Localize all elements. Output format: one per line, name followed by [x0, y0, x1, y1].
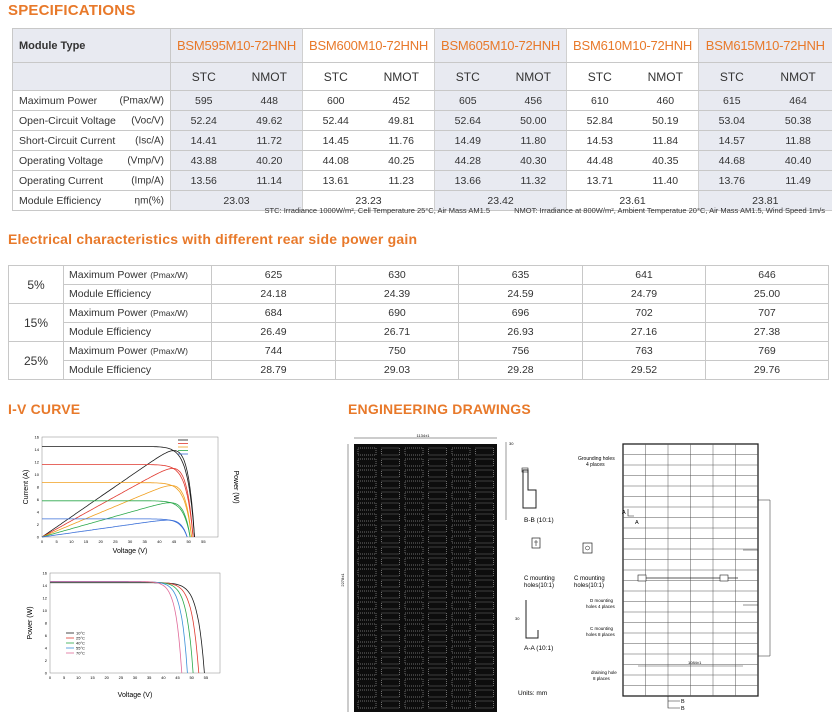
spec-value: 14.57 [699, 131, 765, 151]
rear-gain-row [9, 361, 829, 380]
spec-row [13, 151, 832, 171]
front-cell-grid [623, 444, 758, 696]
spec-value: 50.38 [765, 111, 832, 131]
spec-value: 11.40 [633, 171, 699, 191]
spec-value: 11.49 [765, 171, 832, 191]
spec-row-unit: (Imp/A) [131, 175, 164, 186]
d-mounting-holes-label: D mounting holes 4 places [586, 598, 615, 609]
specifications-note [0, 206, 825, 215]
chart1-x-tick: 50 [186, 539, 191, 544]
spec-value: 615 [699, 91, 765, 111]
temp-series-line [50, 582, 199, 673]
max-power-label-cell [64, 304, 212, 323]
chart2-y-tick: 14 [42, 583, 47, 588]
chart2-legend-label: 70°C [76, 650, 85, 656]
rear-gain-value: 25% [9, 342, 64, 380]
specifications-title: SPECIFICATIONS [8, 2, 136, 19]
module-front-view [578, 444, 770, 712]
iv-series-line [42, 446, 195, 537]
chart2-x-tick: 55 [203, 675, 209, 680]
pv-series-line [42, 520, 187, 537]
spec-value: 50.19 [633, 111, 699, 131]
chart1-y-tick: 14 [34, 447, 39, 452]
max-power-unit: (Pmax/W) [150, 308, 188, 318]
spec-value: 11.80 [501, 131, 567, 151]
spec-value: 52.24 [171, 111, 237, 131]
chart1-y-label: Current (A) [23, 469, 30, 505]
spec-value: 13.56 [171, 171, 237, 191]
chart1-x-tick: 15 [83, 539, 89, 544]
svg-text:2278±1: 2278±1 [340, 573, 345, 587]
max-power-label-cell [64, 266, 212, 285]
spec-value: 40.30 [501, 151, 567, 171]
module-efficiency-label: Module Efficiency [69, 364, 152, 376]
spec-value: 40.25 [369, 151, 435, 171]
spec-row-label: Maximum Power [19, 94, 98, 107]
power-value: 702 [583, 304, 706, 323]
spec-value: 600 [303, 91, 369, 111]
module-efficiency-label-cell [64, 323, 212, 342]
stc-header: STC [567, 63, 633, 91]
chart2-y-tick: 4 [44, 645, 47, 651]
marker-b: B [681, 699, 685, 705]
chart1-y-tick: 8 [36, 484, 39, 490]
spec-row [13, 91, 832, 111]
power-value: 635 [459, 266, 583, 285]
spec-value: 14.53 [567, 131, 633, 151]
temp-series-line [50, 582, 187, 673]
spec-value: 595 [171, 91, 237, 111]
nmot-header: NMOT [633, 63, 699, 91]
chart1-x-tick: 55 [201, 539, 206, 544]
power-value: 641 [583, 266, 706, 285]
iv-chart-irradiance [23, 435, 239, 556]
efficiency-value: 26.71 [336, 323, 459, 342]
stc-nmot-header-row [13, 63, 832, 91]
efficiency-value: 29.03 [336, 361, 459, 380]
rear-gain-row [9, 304, 829, 323]
power-value: 750 [336, 342, 459, 361]
spec-value: 14.41 [171, 131, 237, 151]
module-type-cell [13, 29, 171, 63]
efficiency-value: 24.79 [583, 285, 706, 304]
efficiency-value: 26.93 [459, 323, 583, 342]
chart1-x-tick: 5 [55, 539, 58, 544]
power-value: 630 [336, 266, 459, 285]
spec-value: 11.84 [633, 131, 699, 151]
chart2-y-tick: 0 [44, 670, 47, 676]
chart2-y-tick: 6 [44, 633, 47, 638]
svg-text:30: 30 [515, 616, 520, 621]
module-efficiency-label-cell [64, 361, 212, 380]
efficiency-label: Module Efficiency [19, 194, 102, 207]
spec-value: 44.08 [303, 151, 369, 171]
chart2-y-label: Power (W) [27, 606, 34, 640]
module-efficiency-label: Module Efficiency [69, 288, 152, 300]
chart2-legend-label: 40°C [76, 640, 85, 646]
rear-gain-row [9, 285, 829, 304]
spec-row-label-cell [13, 151, 171, 171]
spec-value: 52.44 [303, 111, 369, 131]
power-value: 763 [583, 342, 706, 361]
efficiency-value: 24.39 [336, 285, 459, 304]
spec-value: 44.28 [435, 151, 501, 171]
c-mounting-holes-b-label: C mounting holes(10:1) [574, 576, 605, 589]
rear-gain-value: 5% [9, 266, 64, 304]
spec-value: 52.84 [567, 111, 633, 131]
spec-value: 44.68 [699, 151, 765, 171]
module-rear-view [340, 433, 497, 712]
power-value: 696 [459, 304, 583, 323]
power-value: 756 [459, 342, 583, 361]
spec-value: 456 [501, 91, 567, 111]
rear-gain-table [8, 265, 829, 380]
power-value: 769 [706, 342, 829, 361]
efficiency-value: 23.61 [567, 191, 699, 211]
c-mounting-holes-label: C mounting holes(10:1) [524, 576, 555, 589]
section-aa-profile [526, 600, 538, 638]
model-header: BSM610M10-72HNH [567, 29, 699, 63]
spec-value: 448 [237, 91, 303, 111]
spec-row-label-cell [13, 111, 171, 131]
nmot-header: NMOT [369, 63, 435, 91]
draining-hole-label: draining hole 8 places [591, 670, 617, 681]
spec-row [13, 131, 832, 151]
rear-gain-row [9, 323, 829, 342]
module-efficiency-label: Module Efficiency [69, 326, 152, 338]
chart2-legend-label: 55°C [76, 645, 85, 651]
svg-text:1134±1: 1134±1 [416, 433, 430, 438]
chart1-x-tick: 35 [142, 539, 147, 544]
spec-value: 11.72 [237, 131, 303, 151]
model-header-row [13, 29, 832, 63]
efficiency-value: 29.28 [459, 361, 583, 380]
marker-a: A [622, 510, 626, 516]
efficiency-value: 24.59 [459, 285, 583, 304]
chart1-x-tick: 30 [127, 539, 133, 544]
efficiency-value: 23.81 [699, 191, 832, 211]
chart2-y-tick: 16 [42, 570, 47, 576]
chart2-y-tick: 8 [44, 620, 47, 626]
spec-value: 11.88 [765, 131, 832, 151]
stc-header: STC [699, 63, 765, 91]
temp-series-line [50, 581, 182, 673]
chart2-x-tick: 10 [76, 675, 81, 680]
chart2-x-tick: 15 [90, 675, 95, 680]
chart2-y-tick: 12 [42, 595, 47, 601]
chart2-x-tick: 45 [175, 675, 180, 680]
spec-value: 49.81 [369, 111, 435, 131]
iv-curve-title: I-V CURVE [8, 401, 81, 417]
chart2-x-label: Voltage (V) [117, 692, 153, 699]
spec-row-label: Short-Circuit Current [19, 134, 116, 147]
chart2-legend-label: 25°C [76, 635, 85, 641]
blank-cell [13, 63, 171, 91]
model-header: BSM615M10-72HNH [699, 29, 832, 63]
chart2-x-tick: 25 [118, 675, 124, 680]
chart2-legend-label: 10°C [76, 630, 85, 636]
spec-value: 11.23 [369, 171, 435, 191]
chart1-y-tick: 10 [34, 472, 39, 477]
rear-gain-row [9, 266, 829, 285]
power-value: 690 [336, 304, 459, 323]
iv-series-line [42, 483, 192, 537]
marker-a-2: A [635, 520, 639, 526]
chart2-y-tick: 2 [44, 658, 47, 663]
chart1-x-tick: 25 [113, 539, 118, 544]
chart2-y-tick: 10 [42, 608, 47, 613]
section-bb-profile [523, 470, 536, 508]
spec-value: 11.76 [369, 131, 435, 151]
spec-row-unit: (Vmp/V) [127, 155, 164, 166]
model-header: BSM600M10-72HNH [303, 29, 435, 63]
efficiency-value: 24.18 [212, 285, 336, 304]
grounding-holes-label: Grounding holes 4 places [578, 456, 615, 468]
spec-value: 11.32 [501, 171, 567, 191]
chart1-y-tick: 12 [34, 459, 39, 465]
section-views [506, 441, 605, 697]
efficiency-value: 25.00 [706, 285, 829, 304]
power-value: 707 [706, 304, 829, 323]
stc-header: STC [303, 63, 369, 91]
max-power-label: Maximum Power [69, 269, 148, 281]
efficiency-value: 27.38 [706, 323, 829, 342]
spec-row-label-cell [13, 91, 171, 111]
electrical-title: Electrical characteristics with different rear side power gain [8, 231, 418, 247]
c-mounting-8-label: C mounting holes 8 places [586, 626, 615, 637]
chart1-y-tick: 2 [36, 522, 39, 527]
chart1-y-tick: 16 [34, 434, 39, 440]
spec-value: 44.48 [567, 151, 633, 171]
spec-row [13, 171, 832, 191]
model-header: BSM605M10-72HNH [435, 29, 567, 63]
spec-row-label: Operating Voltage [19, 154, 104, 167]
max-power-unit: (Pmax/W) [150, 270, 188, 280]
spec-value: 49.62 [237, 111, 303, 131]
chart1-y-tick: 6 [36, 497, 39, 502]
units-label: Units: mm [518, 690, 548, 697]
chart2-x-tick: 5 [63, 675, 66, 680]
spec-value: 40.20 [237, 151, 303, 171]
pv-series-line [42, 486, 192, 537]
rear-gain-row [9, 342, 829, 361]
spec-value: 460 [633, 91, 699, 111]
chart2-x-tick: 30 [132, 675, 138, 680]
efficiency-value: 29.52 [583, 361, 706, 380]
power-value: 625 [212, 266, 336, 285]
efficiency-value: 23.03 [171, 191, 303, 211]
chart2-plot-area [50, 573, 220, 673]
spec-row-label: Operating Current [19, 174, 104, 187]
spec-value: 452 [369, 91, 435, 111]
spec-value: 53.04 [699, 111, 765, 131]
spec-value: 464 [765, 91, 832, 111]
section-aa-label: A-A (10:1) [524, 645, 554, 652]
section-bb-label: B-B (10:1) [524, 517, 554, 524]
chart1-x-tick: 20 [98, 539, 103, 544]
module-type-label: Module Type [19, 39, 86, 52]
spec-value: 13.71 [567, 171, 633, 191]
max-power-label: Maximum Power [69, 307, 148, 319]
chart1-y2-label: Power (W) [232, 470, 239, 504]
efficiency-value: 29.76 [706, 361, 829, 380]
rear-gain-value: 15% [9, 304, 64, 342]
chart2-x-tick: 0 [48, 675, 52, 680]
stc-header: STC [171, 63, 237, 91]
chart1-x-tick: 10 [69, 539, 74, 544]
spec-value: 52.64 [435, 111, 501, 131]
svg-text:1084±1: 1084±1 [688, 660, 702, 665]
model-header: BSM595M10-72HNH [171, 29, 303, 63]
spec-row [13, 111, 832, 131]
nmot-header: NMOT [765, 63, 832, 91]
spec-value: 14.45 [303, 131, 369, 151]
efficiency-unit: ηm(%) [134, 195, 164, 206]
chart1-x-tick: 40 [157, 539, 162, 544]
nmot-header: NMOT [501, 63, 567, 91]
spec-value: 610 [567, 91, 633, 111]
chart2-x-tick: 40 [161, 675, 166, 680]
chart2-x-tick: 35 [146, 675, 152, 680]
chart1-x-tick: 0 [40, 539, 44, 544]
spec-value: 14.49 [435, 131, 501, 151]
chart2-x-tick: 20 [104, 675, 109, 680]
spec-value: 13.61 [303, 171, 369, 191]
spec-value: 13.76 [699, 171, 765, 191]
engineering-drawing [338, 430, 828, 715]
chart2-x-tick: 50 [189, 675, 194, 680]
spec-value: 50.00 [501, 111, 567, 131]
engineering-title: ENGINEERING DRAWINGS [348, 401, 531, 417]
efficiency-value: 23.42 [435, 191, 567, 211]
power-value: 684 [212, 304, 336, 323]
iv-chart-temperature [27, 571, 220, 700]
spec-value: 40.35 [633, 151, 699, 171]
chart1-y-tick: 0 [36, 534, 39, 540]
chart1-x-label: Voltage (V) [112, 548, 148, 555]
spec-value: 43.88 [171, 151, 237, 171]
power-value: 744 [212, 342, 336, 361]
svg-text:30: 30 [509, 441, 514, 446]
nmot-note: NMOT: Irradiance at 800W/m², Ambient Temperatue 20°C, Air Mass AM1.5, Wind Speed 1m/s [514, 206, 825, 215]
module-efficiency-label-cell [64, 285, 212, 304]
max-power-label-cell [64, 342, 212, 361]
spec-row-unit: (Pmax/W) [119, 95, 164, 106]
spec-value: 11.14 [237, 171, 303, 191]
spec-row-label-cell [13, 171, 171, 191]
spec-row-unit: (Isc/A) [135, 135, 164, 146]
marker-b-2: B [681, 706, 685, 712]
max-power-unit: (Pmax/W) [150, 346, 188, 356]
spec-row-label-cell [13, 131, 171, 151]
efficiency-value: 26.49 [212, 323, 336, 342]
spec-value: 40.40 [765, 151, 832, 171]
iv-curve-figure [20, 425, 245, 715]
chart1-x-tick: 45 [171, 539, 177, 544]
spec-value: 605 [435, 91, 501, 111]
stc-note: STC: Irradiance 1000W/m², Cell Temperature 25°C, Air Mass AM1.5 [264, 206, 490, 215]
efficiency-value: 23.23 [303, 191, 435, 211]
efficiency-value: 27.16 [583, 323, 706, 342]
spec-value: 13.66 [435, 171, 501, 191]
efficiency-value: 28.79 [212, 361, 336, 380]
nmot-header: NMOT [237, 63, 303, 91]
specifications-table [12, 28, 832, 211]
chart1-y-tick: 4 [36, 509, 39, 515]
spec-row-unit: (Voc/V) [131, 115, 164, 126]
max-power-label: Maximum Power [69, 345, 148, 357]
power-value: 646 [706, 266, 829, 285]
spec-row-label: Open-Circuit Voltage [19, 114, 116, 127]
temp-series-line [50, 582, 193, 673]
stc-header: STC [435, 63, 501, 91]
